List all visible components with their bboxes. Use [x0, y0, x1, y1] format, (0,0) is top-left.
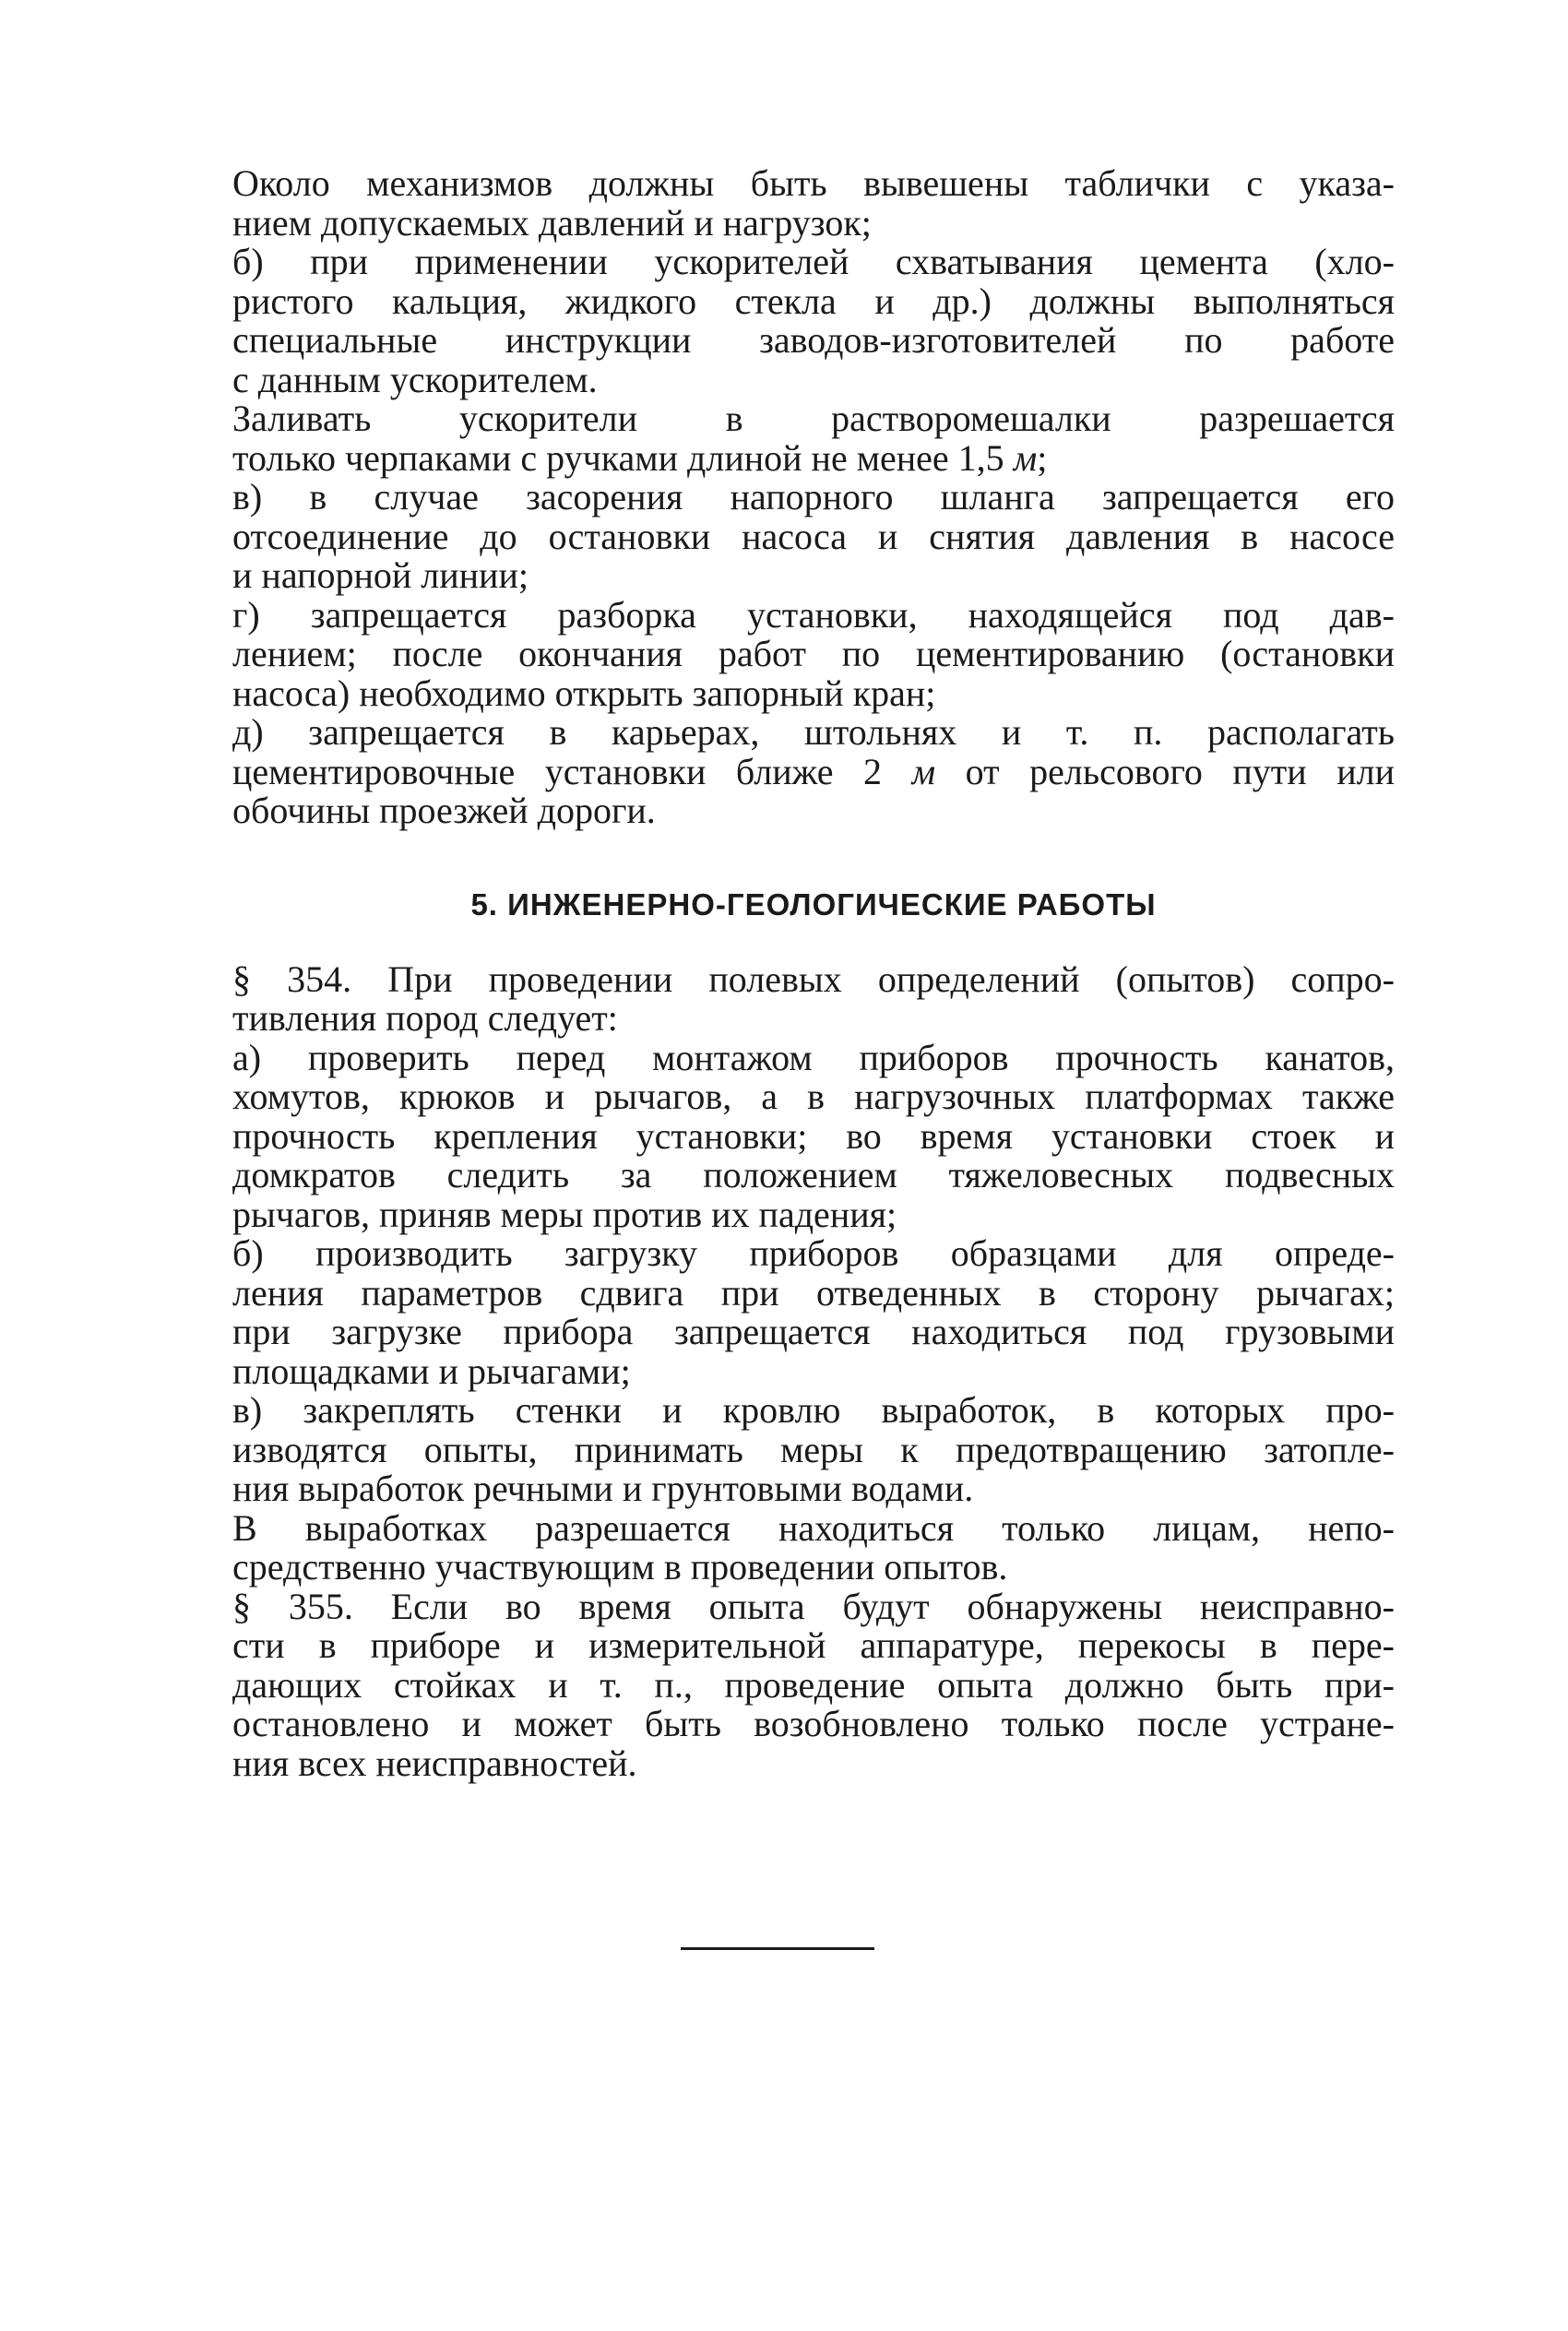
paragraph-group-1	[232, 164, 1395, 831]
paragraph	[232, 713, 1395, 831]
text-line: и напорной линии;	[232, 554, 529, 596]
text-line: изводятся опыты, принимать меры к предотвращению затопле-	[232, 1428, 1395, 1470]
text-line: тивления пород следует:	[232, 997, 618, 1039]
text-line: сти в приборе и измерительной аппаратуре, перекосы в пере-	[232, 1624, 1395, 1666]
text-line: площадками и рычагами;	[232, 1350, 631, 1392]
text-line: ния всех неисправностей.	[232, 1742, 637, 1784]
text-line: а) проверить перед монтажом приборов прочность канатов,	[232, 1036, 1395, 1078]
text-line: обочины проезжей дороги.	[232, 790, 656, 831]
section-heading: 5. ИНЖЕНЕРНО-ГЕОЛОГИЧЕСКИЕ РАБОТЫ	[470, 886, 1157, 922]
paragraph	[232, 1234, 1395, 1391]
paragraph-group-2	[232, 957, 1395, 1784]
text-line: в) в случае засорения напорного шланга запрещается его	[232, 476, 1395, 517]
paragraph	[232, 593, 1395, 714]
paragraph	[232, 1391, 1395, 1509]
text-line: б) при применении ускорителей схватывания цемента (хло-	[232, 241, 1395, 282]
text-line: специальные инструкции заводов-изготовителей по работе	[232, 319, 1395, 361]
text-line: средственно участвующим в проведении опытов.	[232, 1546, 1008, 1588]
paragraph	[232, 399, 1395, 478]
text-line: § 354. При проведении полевых определений (опытов) сопро-	[232, 957, 1395, 1000]
text-line: г) запрещается разборка установки, находящейся под дав-	[232, 593, 1395, 636]
paragraph	[232, 1506, 1395, 1588]
text-line: Заливать ускорители в растворомешалки разрешается	[232, 398, 1395, 439]
text-line: нием допускаемых давлений и нагрузок;	[232, 201, 872, 244]
text-line: домкратов следить за положением тяжеловесных подвесных	[232, 1154, 1395, 1195]
paragraph	[232, 243, 1395, 399]
paragraph	[232, 1585, 1395, 1784]
text-line: дающих стойках и т. п., проведение опыта должно быть при-	[232, 1663, 1395, 1706]
text-line: лением; после окончания работ по цементированию (остановки	[232, 633, 1395, 674]
text-line: ния выработок речными и грунтовыми водами.	[232, 1468, 974, 1509]
paragraph	[232, 164, 1395, 243]
end-divider	[681, 1947, 874, 1950]
text-line: д) запрещается в карьерах, штольнях и т. п. располагать	[232, 711, 1395, 753]
text-line: при загрузке прибора запрещается находиться под грузовыми	[232, 1311, 1395, 1352]
text-line: только черпаками с ручками длиной не менее 1,5 м;	[232, 436, 1048, 479]
text-line: отсоединение до остановки насоса и снятия давления в насосе	[232, 515, 1395, 557]
text-line: хомутов, крюков и рычагов, а в нагрузочных платформах также	[232, 1076, 1395, 1117]
text-line: Около механизмов должны быть вывешены таблички с указа-	[232, 162, 1395, 204]
text-line: прочность крепления установки; во время установки стоек и	[232, 1114, 1395, 1157]
text-line: с данным ускорителем.	[232, 358, 598, 400]
paragraph	[232, 1036, 1395, 1235]
text-line: В выработках разрешается находиться только лицам, непо-	[232, 1506, 1395, 1549]
text-line: остановлено и может быть возобновлено только после устране-	[232, 1703, 1395, 1744]
text-line: цементировочные установки ближе 2 м от рельсового пути или	[232, 750, 1395, 792]
paragraph	[232, 478, 1395, 596]
text-line: ристого кальция, жидкого стекла и др.) должны выполняться	[232, 279, 1395, 322]
document-page	[232, 164, 1395, 1783]
text-line: насоса) необходимо открыть запорный кран;	[232, 672, 936, 714]
text-line: ления параметров сдвига при отведенных в сторону рычагах;	[232, 1271, 1395, 1314]
text-line: § 355. Если во время опыта будут обнаружены неисправно-	[232, 1585, 1395, 1627]
text-line: рычагов, приняв меры против их падения;	[232, 1193, 897, 1235]
paragraph	[232, 957, 1395, 1039]
text-line: б) производить загрузку приборов образцами для опреде-	[232, 1232, 1395, 1274]
text-line: в) закреплять стенки и кровлю выработок, в которых про-	[232, 1389, 1395, 1431]
